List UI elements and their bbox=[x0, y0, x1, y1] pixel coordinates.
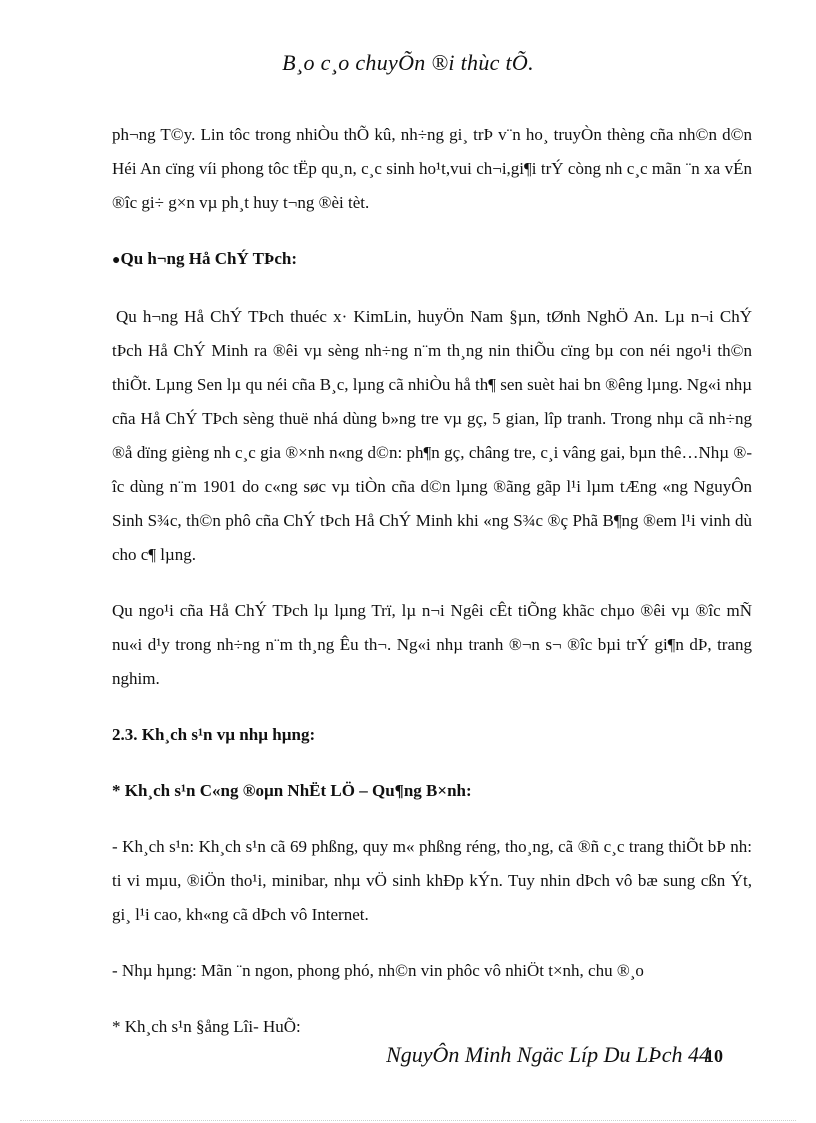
subheading-dong-loi-hotel: * Kh¸ch s¹n §ång Lîi- HuÕ: bbox=[112, 1017, 301, 1036]
paragraph-maternal-hometown: Qu ngo¹i cña Hå ChÝ TÞch lµ lµng Trï, lµ n¬i Ngêi cÊt tiÕng khãc chµo ®êi vµ ®îc mÑ nu«i d¹y trong nh÷ng n¨m th¸ng Êu th¬. Ng«i nhµ tranh ®¬n s¬ ®îc bµi trÝ gi¶n dÞ, trang nghim. bbox=[112, 601, 752, 688]
section-heading-text: Qu h¬ng Hå ChÝ TÞch: bbox=[120, 249, 298, 268]
bullet-icon: ● bbox=[112, 253, 121, 268]
page-header-title: B¸o c¸o chuyÕn ®i thùc tÕ. bbox=[282, 50, 534, 75]
page-footer-author: NguyÔn Minh Ngäc Líp Du LÞch 44 bbox=[386, 1042, 710, 1067]
paragraph-hoi-an-traditions: ph¬ng T©y. Lin tôc trong nhiÒu thÕ kû, nh÷ng gi¸ trÞ v¨n ho¸ truyÒn thèng cña nh©n d©n Héi An cïng víi phong tôc tËp qu¸n, c¸c sinh ho¹t,vui ch¬i,gi¶i trÝ còng nh c¸c mãn ¨n xa vÉn ®îc gi÷ g×n vµ ph¸t huy t¬ng ®èi tèt. bbox=[112, 125, 752, 212]
paragraph-hotel-details: - Kh¸ch s¹n: Kh¸ch s¹n cã 69 phßng, quy m« phßng réng, tho¸ng, cã ®ñ c¸c trang thiÕt bÞ nh: ti vi mµu, ®iÖn tho¹i, minibar, nhµ vÖ sinh khÐp kÝn. Tuy nhin dÞch vô bæ sung cßn Ýt, gi¸ l¹i cao, kh«ng cã dÞch vô Internet. bbox=[112, 837, 752, 924]
section-heading-ho-chi-minh-hometown bbox=[112, 242, 752, 278]
section-heading-hotels-restaurants: 2.3. Kh¸ch s¹n vµ nhµ hµng: bbox=[112, 725, 316, 744]
subheading-nhat-le-hotel: * Kh¸ch s¹n C«ng ®oµn NhËt LÖ – Qu¶ng B×nh: bbox=[112, 781, 472, 800]
paragraph-kim-lien-village: Qu h¬ng Hå ChÝ TÞch thuéc x· KimLin, huyÖn Nam §µn, tØnh NghÖ An. Lµ n¬i ChÝ tÞch Hå ChÝ Minh ra ®êi vµ sèng nh÷ng n¨m th¸ng nin thiÕu cïng bµ con néi ngo¹i th©n thiÕt. Lµng Sen lµ qu néi cña B¸c, lµng cã nhiÒu hå th¶ sen suèt hai bn ®êng lµng. Ng«i nhµ cña Hå ChÝ TÞch sèng thuë nhá dùng b»ng tre vµ gç, 5 gian, lîp tranh. Trong nhµ cã nh÷ng ®å dïng gièng nh c¸c gia ®×nh n«ng d©n: ph¶n gç, châng tre, c¸i vâng gai, bµn thê…Nhµ ®îc dùng n¨m 1901 do c«ng søc vµ tiÒn cña d©n lµng ®ãng gãp l¹i lµm tÆng «ng NguyÔn Sinh S¾c, th©n phô cña ChÝ tÞch Hå ChÝ Minh khi «ng S¾c ®ç Phã B¶ng ®em l¹i vinh dù cho c¶ lµng. bbox=[112, 307, 752, 564]
paragraph-restaurant-details: - Nhµ hµng: Mãn ¨n ngon, phong phó, nh©n vin phôc vô nhiÖt t×nh, chu ®¸o bbox=[112, 961, 644, 980]
page-number: 10 bbox=[705, 1046, 723, 1066]
page-bottom-divider bbox=[20, 1120, 796, 1121]
document-body bbox=[112, 118, 752, 1066]
